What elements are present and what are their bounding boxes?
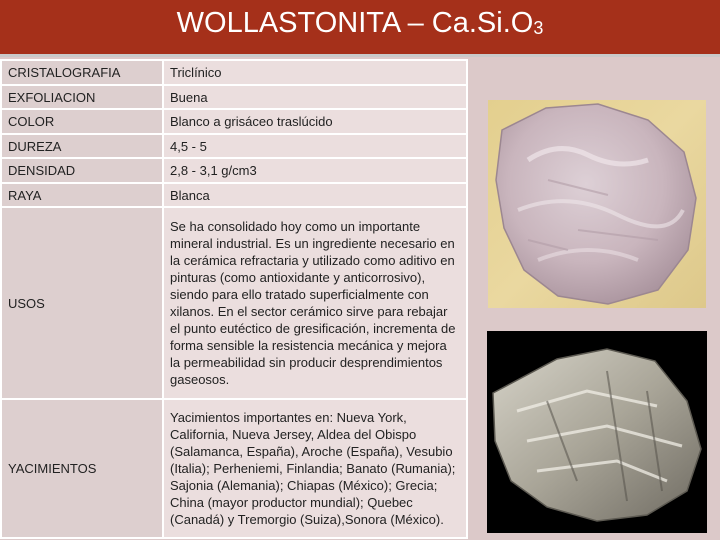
property-label: YACIMIENTOS — [1, 399, 163, 538]
property-value: Buena — [163, 85, 467, 109]
property-label: EXFOLIACION — [1, 85, 163, 109]
mineral-photo-grey — [487, 331, 707, 533]
property-value: Yacimientos importantes en: Nueva York, California, Nueva Jersey, Aldea del Obispo (Salamanca, España), Aroche (España), Vesubio (Italia); Perheniemi, Finlandia; Banato (Rumania); Sajonia (Alemania); Chiapas (México); Grecia; China (mayor productor mundial); Quebec (Canadá) y Tremorgio (Suiza),Sonora (México). — [163, 399, 467, 538]
table-row — [1, 158, 467, 183]
property-value: Se ha consolidado hoy como un importante mineral industrial. Es un ingrediente necesario en la cerámica refractaria y utilizado como aditivo en pinturas (como antioxidante y anticorrosivo), siendo para ello tratado superficialmente con xilanos. En el sector cerámico sirve para rebajar el punto eutéctico de gresificación, incrementa de forma sensible la resistencia mecánica y mejora la permeabilidad sin producir desprendimientos gaseosos. — [163, 207, 467, 399]
property-label: CRISTALOGRAFIA — [1, 60, 163, 85]
table-row — [1, 60, 467, 85]
mineral-photo-pale — [488, 100, 706, 308]
property-value: Triclínico — [163, 60, 467, 85]
property-value: Blanca — [163, 183, 467, 207]
mineral-sample-grey-image — [487, 331, 707, 533]
title-text: WOLLASTONITA – Ca.Si.O — [176, 7, 534, 39]
property-value: 2,8 - 3,1 g/cm3 — [163, 158, 467, 183]
title-bar — [0, 0, 720, 57]
property-value: 4,5 - 5 — [163, 134, 467, 158]
property-label: RAYA — [1, 183, 163, 207]
title-subscript: 3 — [533, 18, 544, 38]
properties-table — [0, 59, 468, 539]
property-label: DUREZA — [1, 134, 163, 158]
property-label: COLOR — [1, 109, 163, 134]
table-row — [1, 85, 467, 109]
property-value: Blanco a grisáceo traslúcido — [163, 109, 467, 134]
table-row — [1, 183, 467, 207]
table-row — [1, 399, 467, 538]
property-label: DENSIDAD — [1, 158, 163, 183]
table-row — [1, 109, 467, 134]
table-row — [1, 207, 467, 399]
table-row — [1, 134, 467, 158]
slide-title — [0, 5, 720, 46]
property-label: USOS — [1, 207, 163, 399]
mineral-sample-pale-image — [488, 100, 706, 308]
